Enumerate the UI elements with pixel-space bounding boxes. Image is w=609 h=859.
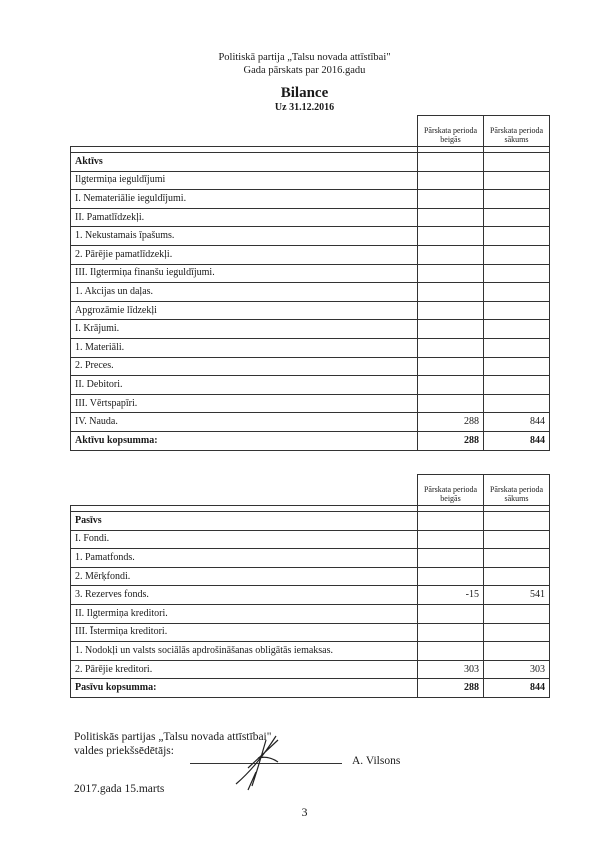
- value-end: [418, 357, 484, 376]
- column-header-start: Pārskata perioda sākums: [484, 475, 550, 506]
- row-label: 2. Preces.: [71, 357, 418, 376]
- value-start: [484, 394, 550, 413]
- value-start: [484, 264, 550, 283]
- row-label: III. Vērtspapīri.: [71, 394, 418, 413]
- value-start: [484, 227, 550, 246]
- pasivs-row: [71, 586, 550, 605]
- aktivs-heading-row: [71, 153, 550, 172]
- value-start: [484, 376, 550, 395]
- value-start: [484, 283, 550, 302]
- signatory-name: A. Vilsons: [352, 755, 401, 767]
- aktivs-column-header-row: [71, 116, 550, 147]
- value-start: [484, 567, 550, 586]
- row-label: 2. Pārējie pamatlīdzekļi.: [71, 245, 418, 264]
- pasivs-column-header-row: [71, 475, 550, 506]
- value-start: [484, 245, 550, 264]
- value-end: [418, 394, 484, 413]
- value-start: [484, 642, 550, 661]
- total-label: Pasīvu kopsumma:: [71, 679, 418, 698]
- value-end: [418, 338, 484, 357]
- row-label: 3. Rezerves fonds.: [71, 586, 418, 605]
- aktivs-row: [71, 301, 550, 320]
- total-start: 844: [484, 679, 550, 698]
- value-start: [484, 320, 550, 339]
- row-label: Apgrozāmie līdzekļi: [71, 301, 418, 320]
- row-label: IV. Nauda.: [71, 413, 418, 432]
- row-label: 1. Materiāli.: [71, 338, 418, 357]
- value-end: 303: [418, 660, 484, 679]
- value-end: [418, 549, 484, 568]
- value-end: [418, 264, 484, 283]
- value-end: [418, 283, 484, 302]
- value-end: [418, 376, 484, 395]
- aktivs-heading: Aktīvs: [71, 153, 418, 172]
- row-label: II. Pamatlīdzekļi.: [71, 208, 418, 227]
- row-label: 1. Akcijas un daļas.: [71, 283, 418, 302]
- value-end: [418, 623, 484, 642]
- aktivs-row: [71, 413, 550, 432]
- pasivs-row: [71, 530, 550, 549]
- value-end: [418, 227, 484, 246]
- value-start: [484, 301, 550, 320]
- row-label: III. Īstermiņa kreditori.: [71, 623, 418, 642]
- value-end: [418, 567, 484, 586]
- row-label: II. Ilgtermiņa kreditori.: [71, 604, 418, 623]
- value-start: [484, 530, 550, 549]
- pasivs-row: [71, 604, 550, 623]
- row-label: III. Ilgtermiņa finanšu ieguldījumi.: [71, 264, 418, 283]
- aktivs-row: [71, 320, 550, 339]
- aktivs-row: [71, 376, 550, 395]
- pasivs-table: [70, 474, 550, 698]
- value-end: [418, 642, 484, 661]
- row-label: Ilgtermiņa ieguldījumi: [71, 171, 418, 190]
- pasivs-row: [71, 642, 550, 661]
- aktivs-total-row: [71, 431, 550, 450]
- aktivs-row: [71, 227, 550, 246]
- value-start: [484, 208, 550, 227]
- value-end: [418, 171, 484, 190]
- page-title: Bilance: [280, 85, 329, 101]
- value-end: [418, 208, 484, 227]
- aktivs-row: [71, 208, 550, 227]
- pasivs-row: [71, 660, 550, 679]
- value-end: [418, 301, 484, 320]
- pasivs-total-row: [71, 679, 550, 698]
- value-end: 288: [418, 413, 484, 432]
- handwritten-signature: [228, 728, 290, 792]
- value-start: 303: [484, 660, 550, 679]
- row-label: I. Nemateriālie ieguldījumi.: [71, 190, 418, 209]
- pasivs-heading: Pasīvs: [71, 512, 418, 531]
- page-number: 3: [301, 805, 308, 819]
- row-label: I. Fondi.: [71, 530, 418, 549]
- row-label: 1. Pamatfonds.: [71, 549, 418, 568]
- signature-role: valdes priekšsēdētājs:: [74, 745, 174, 757]
- aktivs-row: [71, 338, 550, 357]
- value-start: [484, 338, 550, 357]
- aktivs-row: [71, 394, 550, 413]
- pasivs-row: [71, 567, 550, 586]
- value-start: [484, 604, 550, 623]
- document-header-party: Politiskā partija „Talsu novada attīstībai": [218, 52, 391, 63]
- value-start: 844: [484, 413, 550, 432]
- column-header-end: Pārskata perioda beigās: [418, 475, 484, 506]
- value-end: [418, 320, 484, 339]
- aktivs-row: [71, 245, 550, 264]
- aktivs-table: [70, 115, 550, 451]
- value-start: 541: [484, 586, 550, 605]
- row-label: I. Krājumi.: [71, 320, 418, 339]
- value-start: [484, 171, 550, 190]
- total-label: Aktīvu kopsumma:: [71, 431, 418, 450]
- signature-party: Politiskās partijas „Talsu novada attīstībai": [74, 731, 272, 743]
- value-start: [484, 549, 550, 568]
- total-end: 288: [418, 431, 484, 450]
- row-label: II. Debitori.: [71, 376, 418, 395]
- value-start: [484, 357, 550, 376]
- value-end: [418, 530, 484, 549]
- row-label: 1. Nodokļi un valsts sociālās apdrošināšanas obligātās iemaksas.: [71, 642, 418, 661]
- total-start: 844: [484, 431, 550, 450]
- pasivs-row: [71, 623, 550, 642]
- signature-date: 2017.gada 15.marts: [74, 783, 165, 795]
- row-label: 1. Nekustamais īpašums.: [71, 227, 418, 246]
- value-start: [484, 190, 550, 209]
- value-end: [418, 245, 484, 264]
- aktivs-row: [71, 171, 550, 190]
- document-header-report: Gada pārskats par 2016.gadu: [243, 65, 366, 76]
- aktivs-row: [71, 190, 550, 209]
- value-start: [484, 623, 550, 642]
- row-label: 2. Mērķfondi.: [71, 567, 418, 586]
- aktivs-row: [71, 264, 550, 283]
- page-subtitle: Uz 31.12.2016: [274, 102, 335, 113]
- aktivs-row: [71, 357, 550, 376]
- column-header-end: Pārskata perioda beigās: [418, 116, 484, 147]
- total-end: 288: [418, 679, 484, 698]
- value-end: [418, 604, 484, 623]
- column-header-start: Pārskata perioda sākums: [484, 116, 550, 147]
- row-label: 2. Pārējie kreditori.: [71, 660, 418, 679]
- aktivs-row: [71, 283, 550, 302]
- pasivs-heading-row: [71, 512, 550, 531]
- value-end: -15: [418, 586, 484, 605]
- value-end: [418, 190, 484, 209]
- pasivs-row: [71, 549, 550, 568]
